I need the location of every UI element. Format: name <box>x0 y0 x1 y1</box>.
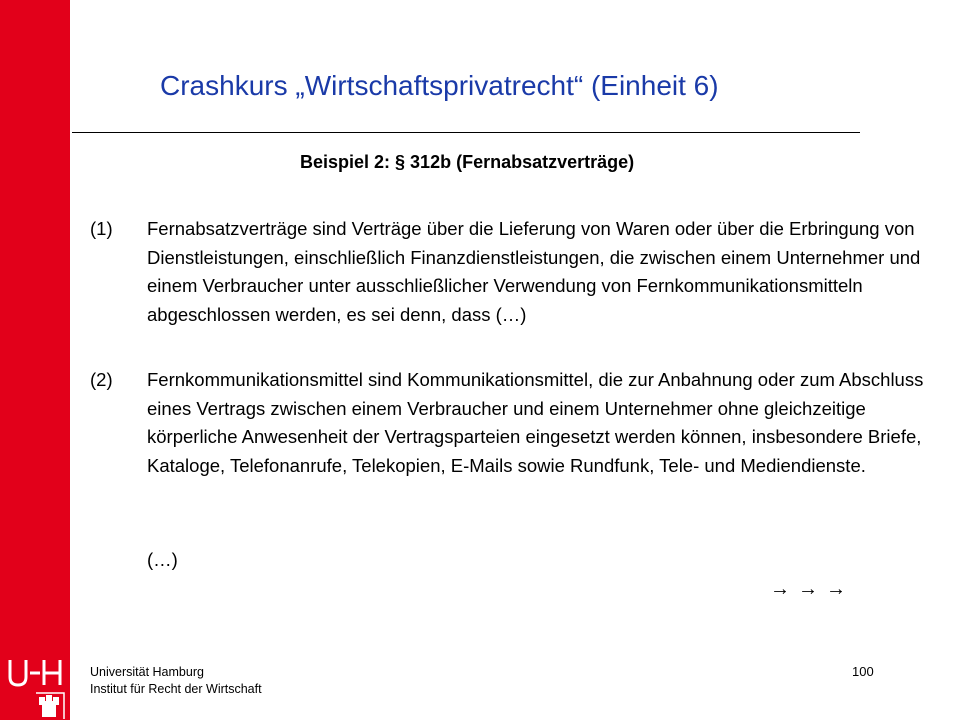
brand-sidebar <box>0 0 70 720</box>
page-number: 100 <box>852 664 874 679</box>
university-name: Universität Hamburg <box>90 665 204 679</box>
title-divider <box>72 132 860 133</box>
institute-name: Institut für Recht der Wirtschaft <box>90 682 262 696</box>
paragraph-1 <box>90 215 960 329</box>
paragraph-number: (2) <box>90 369 113 390</box>
paragraph-number: (1) <box>90 218 113 239</box>
next-arrows-icon: →→→ <box>770 578 854 600</box>
university-logo <box>6 655 66 720</box>
paragraph-text: Fernabsatzverträge sind Verträge über die Lieferung von Waren oder über die Erbringung von Dienstleistungen, einschließlich Finanzdienstleistungen, die zwischen einem Unternehmer und einem Verbraucher unter ausschließlicher Verwendung von Fernkommunikationsmitteln abgeschlossen werden, es sei denn, dass (…) <box>147 218 921 325</box>
continuation-ellipsis: (…) <box>147 549 178 570</box>
section-heading: Beispiel 2: § 312b (Fernabsatzverträge) <box>300 152 635 172</box>
footer-institution <box>90 664 262 698</box>
paragraph-text: Fernkommunikationsmittel sind Kommunikationsmittel, die zur Anbahnung oder zum Abschluss eines Vertrags zwischen einem Verbraucher und einem Unternehmer ohne gleichzeitige körperliche Anwesenheit der Vertragsparteien eingesetzt werden können, insbesondere Briefe, Kataloge, Telefonanrufe, Telekopien, E-Mails sowie Rundfunk, Tele- und Mediendienste. <box>147 369 924 476</box>
paragraph-2 <box>90 366 960 480</box>
slide-title: Crashkurs „Wirtschaftsprivatrecht“ (Einheit 6) <box>160 70 719 101</box>
